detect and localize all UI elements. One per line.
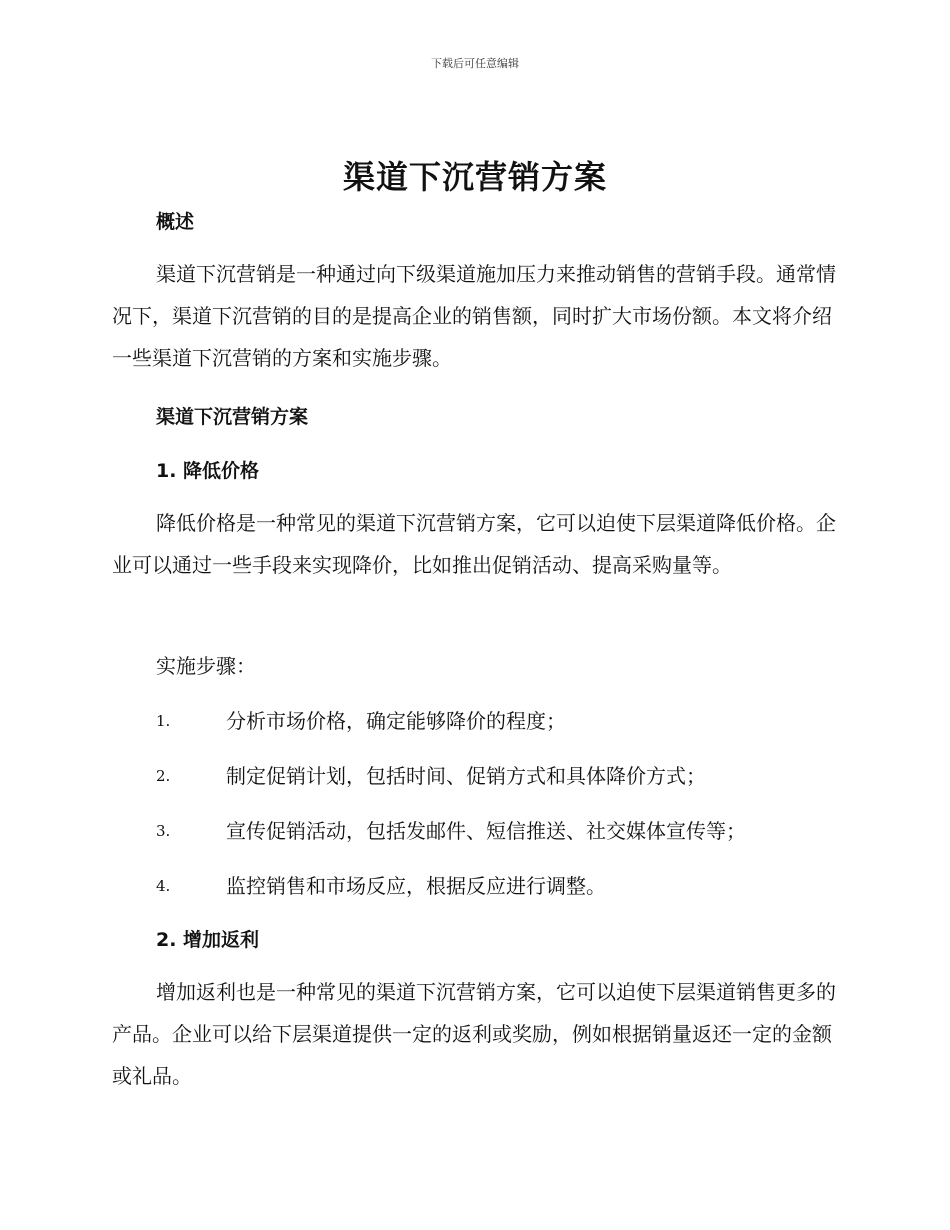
plan-heading: 渠道下沉营销方案 — [156, 406, 309, 428]
step-item — [156, 870, 606, 899]
step-number: 4. — [156, 877, 171, 895]
step-text: 监控销售和市场反应，根据反应进行调整。 — [226, 874, 606, 898]
item1-heading: 1. 降低价格 — [156, 460, 260, 482]
step-item — [156, 705, 566, 734]
step-number: 3. — [156, 822, 171, 840]
header-note: 下载后可任意编辑 — [431, 57, 519, 70]
step-number: 2. — [156, 767, 171, 785]
step-text: 分析市场价格，确定能够降价的程度； — [226, 709, 566, 733]
step-item — [156, 760, 706, 789]
item2-heading: 2. 增加返利 — [156, 929, 260, 951]
step-number: 1. — [156, 712, 171, 730]
steps-label: 实施步骤： — [156, 654, 256, 678]
step-text: 制定促销计划，包括时间、促销方式和具体降价方式； — [226, 764, 706, 788]
step-item — [156, 815, 746, 844]
step-text: 宣传促销活动，包括发邮件、短信推送、社交媒体宣传等； — [226, 819, 746, 843]
item1-paragraph: 降低价格是一种常见的渠道下沉营销方案，它可以迫使下层渠道降低价格。企业可以通过一些手段来实现降价，比如推出促销活动、提高采购量等。 — [112, 511, 836, 577]
overview-paragraph: 渠道下沉营销是一种通过向下级渠道施加压力来推动销售的营销手段。通常情况下，渠道下沉营销的目的是提高企业的销售额，同时扩大市场份额。本文将介绍一些渠道下沉营销的方案和实施步骤。 — [112, 262, 836, 370]
item2-paragraph: 增加返利也是一种常见的渠道下沉营销方案，它可以迫使下层渠道销售更多的产品。企业可以给下层渠道提供一定的返利或奖励，例如根据销量返还一定的金额或礼品。 — [112, 980, 836, 1088]
document-title: 渠道下沉营销方案 — [342, 158, 607, 196]
overview-heading: 概述 — [156, 211, 195, 233]
